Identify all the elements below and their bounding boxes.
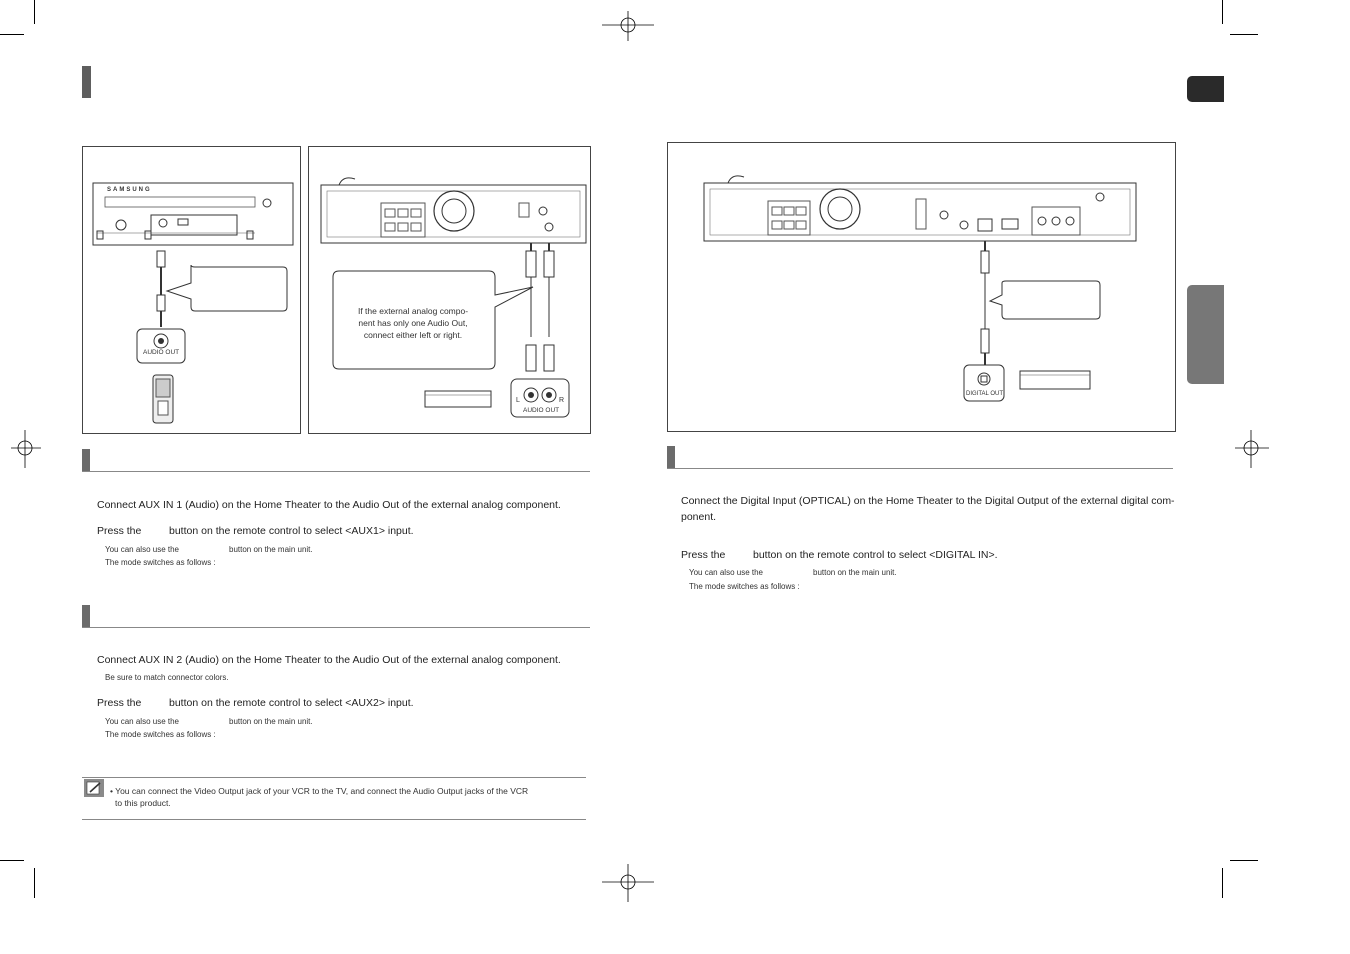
tip-line-1: • You can connect the Video Output jack of your VCR to the TV, and connect the Audio Output jacks of the VCR <box>110 786 529 796</box>
tip-rule-top <box>82 777 586 778</box>
aux2-note-1-post: button on the main unit. <box>229 717 313 726</box>
optical-note-2: The mode switches as follows : <box>689 582 800 591</box>
jack-label-l: L <box>516 397 520 404</box>
registration-mark <box>1226 422 1278 474</box>
crop-mark <box>1230 860 1258 861</box>
jack-label-r: R <box>559 397 565 404</box>
aux1-step-2-pre: Press the <box>97 525 142 537</box>
section-header-optical <box>667 446 1173 469</box>
optical-step-1-line-2: ponent. <box>681 511 717 523</box>
callout-line: nent has only one Audio Out, <box>358 318 468 328</box>
aux2-note-2: The mode switches as follows : <box>105 730 216 739</box>
optical-step-1-line-1: Connect the Digital Input (OPTICAL) on the Home Theater to the Digital Output of the external digital com- <box>681 495 1175 507</box>
crop-mark <box>0 860 24 861</box>
aux2-diagram <box>308 146 591 434</box>
crop-mark <box>1222 0 1223 24</box>
registration-mark <box>0 422 52 474</box>
tip-rule-bottom <box>82 819 586 820</box>
aux1-note-1-pre: You can also use the <box>105 545 179 554</box>
aux2-step-1: Connect AUX IN 2 (Audio) on the Home Theater to the Audio Out of the external analog component. <box>97 654 561 666</box>
callout-line: connect either left or right. <box>363 330 463 340</box>
aux2-step-2-pre: Press the <box>97 697 142 709</box>
page-tab <box>1187 76 1224 102</box>
optical-step-2-post: button on the remote control to select <DIGITAL IN>. <box>753 549 998 561</box>
optical-diagram <box>667 142 1176 432</box>
section-bar <box>667 446 675 468</box>
crop-mark <box>34 0 35 24</box>
crop-mark <box>1222 868 1223 898</box>
section-bar <box>82 449 90 471</box>
section-bar <box>82 605 90 627</box>
section-header-aux2 <box>82 605 590 628</box>
aux1-step-2-post: button on the remote control to select <AUX1> input. <box>169 525 414 537</box>
page-title-bar <box>82 66 91 98</box>
section-header-aux1 <box>82 449 590 472</box>
callout-single-audio-out <box>345 305 481 341</box>
note-pencil-icon <box>84 779 104 797</box>
aux2-note-0: Be sure to match connector colors. <box>105 673 229 682</box>
aux1-note-1-post: button on the main unit. <box>229 545 313 554</box>
optical-note-1-post: button on the main unit. <box>813 568 897 577</box>
registration-mark <box>602 0 654 52</box>
jack-label-digital-out: DIGITAL OUT <box>966 391 1004 397</box>
aux1-step-1: Connect AUX IN 1 (Audio) on the Home Theater to the Audio Out of the external analog component. <box>97 499 561 511</box>
jack-label-audio-out: AUDIO OUT <box>523 407 560 414</box>
callout-line: If the external analog compo- <box>357 306 469 316</box>
jack-label-audio-out: AUDIO OUT <box>143 349 180 356</box>
rear-panel-optical-illustration <box>668 143 1175 431</box>
crop-mark <box>34 868 35 898</box>
crop-mark <box>0 34 24 35</box>
rear-panel-illustration <box>309 147 590 433</box>
aux1-note-2: The mode switches as follows : <box>105 558 216 567</box>
optical-note-1-pre: You can also use the <box>689 568 763 577</box>
chapter-side-tab <box>1187 285 1224 384</box>
crop-mark <box>1230 34 1258 35</box>
brand-label: SAMSUNG <box>107 187 152 193</box>
aux2-note-1-pre: You can also use the <box>105 717 179 726</box>
tip-line-2: to this product. <box>115 798 171 808</box>
registration-mark <box>602 856 654 908</box>
aux2-step-2-post: button on the remote control to select <AUX2> input. <box>169 697 414 709</box>
aux1-diagram <box>82 146 301 434</box>
optical-step-2-pre: Press the <box>681 549 726 561</box>
